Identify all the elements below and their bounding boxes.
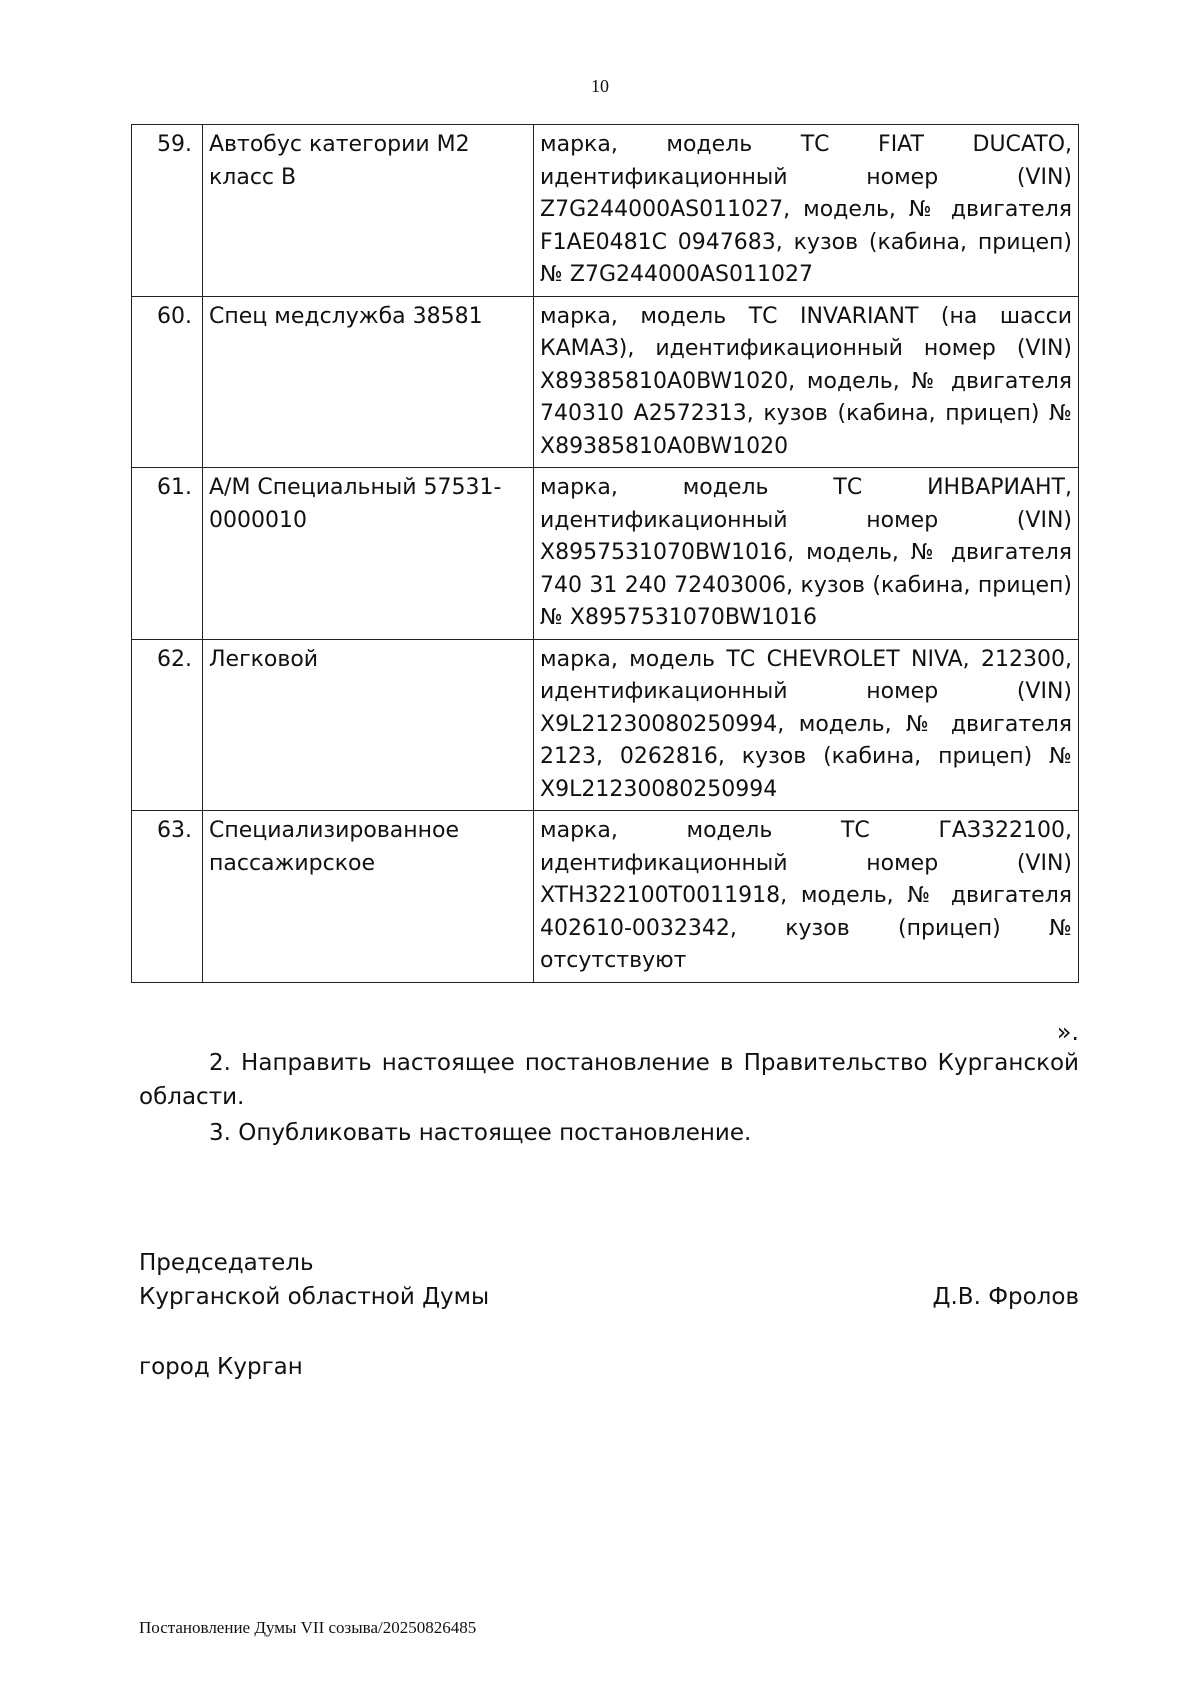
signatory-title-line2: Курганской областной Думы — [139, 1284, 490, 1310]
table-row — [132, 811, 1079, 983]
vehicle-table — [131, 124, 1079, 983]
row-number: 60. — [132, 296, 203, 468]
table-row — [132, 296, 1079, 468]
paragraph-send-to-government: 2. Направить настоящее постановление в Правительство Курганской области. — [139, 1050, 1079, 1110]
vehicle-description: марка, модель ТС INVARIANT (на шасси КАМАЗ), идентификационный номер (VIN) X89385810A0BW1020, модель, № двигателя 740310 A2572313, кузов (кабина, прицеп) № X89385810A0BW1020 — [534, 296, 1079, 468]
vehicle-description: марка, модель ТС ИНВАРИАНТ, идентификационный номер (VIN) X8957531070BW1016, модель, № двигателя 740 31 240 72403006, кузов (кабина, прицеп) № X8957531070BW1016 — [534, 468, 1079, 640]
table-row — [132, 125, 1079, 297]
vehicle-description: марка, модель ТС ГАЗ322100, идентификационный номер (VIN) XTH322100T0011918, модель, № двигателя 402610-0032342, кузов (прицеп) № отсутствуют — [534, 811, 1079, 983]
document-footer: Постановление Думы VII созыва/20250826485 — [139, 1618, 477, 1637]
closing-quote: ». — [1056, 1018, 1079, 1046]
table-row — [132, 639, 1079, 811]
row-number: 61. — [132, 468, 203, 640]
row-number: 62. — [132, 639, 203, 811]
vehicle-name: А/М Специальный 57531-0000010 — [203, 468, 534, 640]
signatory-title-line1: Председатель — [139, 1250, 314, 1276]
signatory-title — [139, 1246, 489, 1314]
vehicle-name: Автобус категории М2 класс В — [203, 125, 534, 297]
vehicle-name: Спец медслужба 38581 — [203, 296, 534, 468]
row-number: 59. — [132, 125, 203, 297]
city: город Курган — [139, 1354, 303, 1380]
page-number: 10 — [591, 76, 609, 96]
table-row — [132, 468, 1079, 640]
signatory-name: Д.В. Фролов — [932, 1284, 1079, 1310]
row-number: 63. — [132, 811, 203, 983]
vehicle-description: марка, модель ТС CHEVROLET NIVA, 212300, идентификационный номер (VIN) X9L21230080250994, модель, № двигателя 2123, 0262816, кузов (кабина, прицеп) № X9L21230080250994 — [534, 639, 1079, 811]
paragraph-publish: 3. Опубликовать настоящее постановление. — [209, 1120, 752, 1146]
vehicle-description: марка, модель ТС FIAT DUCATO, идентификационный номер (VIN) Z7G244000AS011027, модель, № двигателя F1AE0481C 0947683, кузов (кабина, прицеп) № Z7G244000AS011027 — [534, 125, 1079, 297]
vehicle-name: Легковой — [203, 639, 534, 811]
vehicle-name: Специализированное пассажирское — [203, 811, 534, 983]
